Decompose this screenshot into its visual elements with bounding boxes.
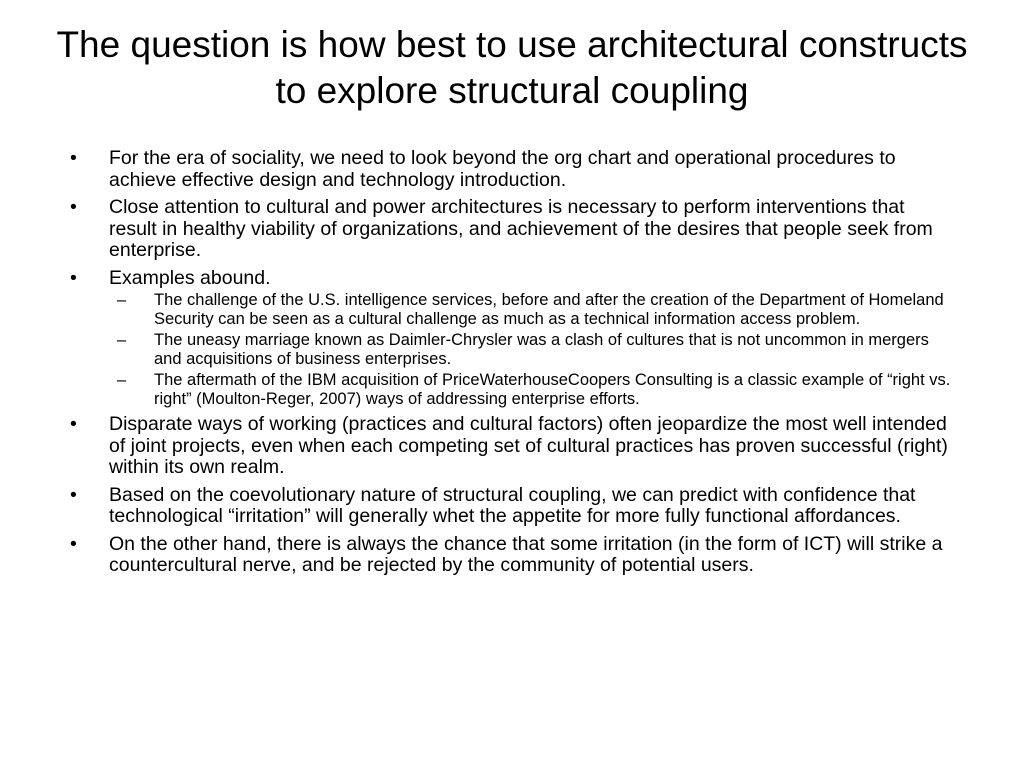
bullet-marker: • <box>70 196 77 218</box>
bullet-marker: • <box>70 483 77 506</box>
bullet-marker: • <box>70 266 77 289</box>
bullet-text: On the other hand, there is always the chance that some irritation (in the form of ICT) will strike a countercultural nerve, and be rejected by the community of potential users. <box>109 532 943 576</box>
bullet-text: Disparate ways of working (practices and cultural factors) often jeopardize the most well intended of joint projects, even when each competing set of cultural practices has proven successful (right) within its own realm. <box>109 413 948 478</box>
bullet-item <box>70 414 956 479</box>
bullet-item <box>70 148 956 191</box>
bullet-text: Based on the coevolutionary nature of structural coupling, we can predict with confidence that technological “irritation” will generally whet the appetite for more fully functional affordances. <box>109 483 916 527</box>
bullet-marker: • <box>70 413 77 435</box>
bullet-text: For the era of sociality, we need to look beyond the org chart and operational procedures to achieve effective design and technology introduction. <box>109 147 896 191</box>
dash-marker: – <box>117 371 127 389</box>
sub-bullet-item <box>109 371 956 408</box>
bullet-marker: • <box>70 147 77 169</box>
bullet-item <box>70 197 956 262</box>
sub-bullet-list <box>109 291 956 408</box>
bullet-text: Close attention to cultural and power architectures is necessary to perform interventions that result in healthy viability of organizations, and achievement of the desires that people seek from enterprise. <box>109 196 933 261</box>
bullet-marker: • <box>70 532 77 555</box>
slide-title: The question is how best to use architectural constructs to explore structural coupling <box>56 24 968 111</box>
slide-body <box>70 148 956 583</box>
sub-bullet-item <box>109 291 956 328</box>
bullet-text: Examples abound. <box>109 266 271 289</box>
bullet-item <box>70 485 956 528</box>
bullet-item <box>70 534 956 577</box>
sub-bullet-text: The aftermath of the IBM acquisition of PriceWaterhouseCoopers Consulting is a classic example of “right vs. right” (Moulton-Reger, 2007) ways of addressing enterprise efforts. <box>154 371 951 408</box>
dash-marker: – <box>117 291 127 309</box>
sub-bullet-text: The uneasy marriage known as Daimler-Chrysler was a clash of cultures that is not uncommon in mergers and acquisitions of business enterprises. <box>154 331 929 368</box>
dash-marker: – <box>117 331 127 349</box>
sub-bullet-item <box>109 331 956 368</box>
bullet-item <box>70 268 956 409</box>
bullet-list <box>70 148 956 577</box>
sub-bullet-text: The challenge of the U.S. intelligence services, before and after the creation of the Department of Homeland Security can be seen as a cultural challenge as much as a technical information access problem. <box>154 291 944 328</box>
